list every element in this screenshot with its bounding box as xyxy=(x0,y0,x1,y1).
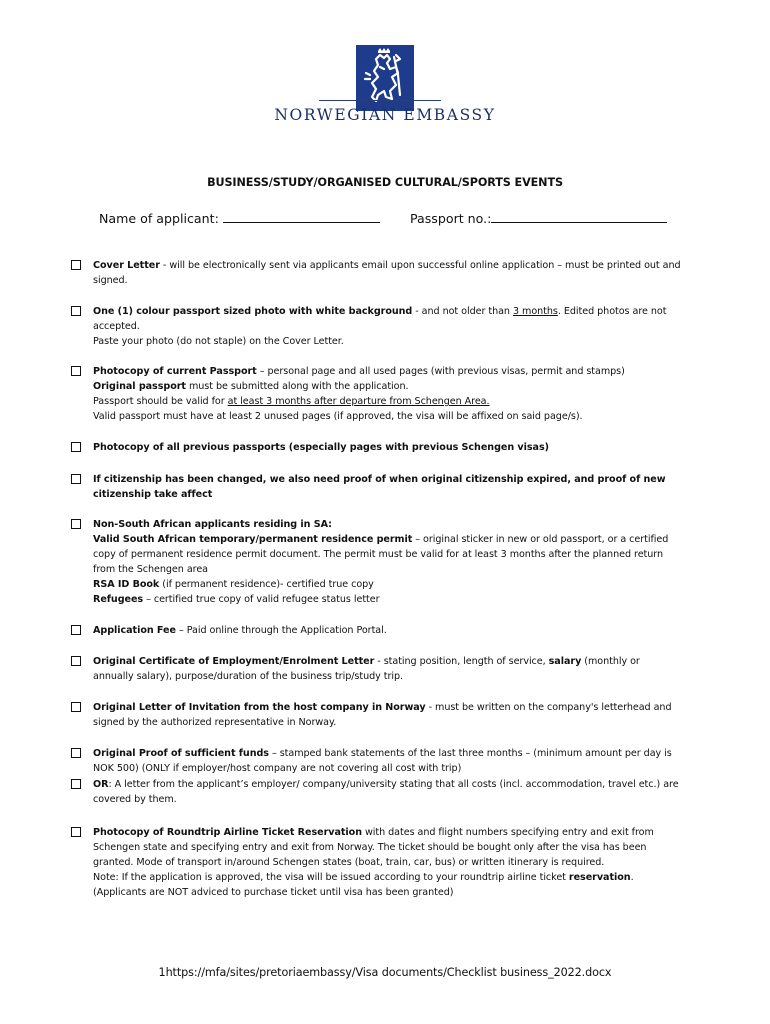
page-title: BUSINESS/STUDY/ORGANISED CULTURAL/SPORTS EVENTS xyxy=(207,176,563,189)
item-title: Photocopy of all previous passports (especially pages with previous Schengen visas) xyxy=(93,442,549,453)
checkbox[interactable] xyxy=(71,519,81,529)
item-title: Photocopy of current Passport xyxy=(93,366,257,377)
item-title: One (1) colour passport sized photo with white background xyxy=(93,306,413,317)
item-title: Cover Letter xyxy=(93,260,160,271)
item-title: If citizenship has been changed, we also need proof of when original citizenship expired, and proof of new citizenship take affect xyxy=(93,474,666,500)
item-bold: reservation xyxy=(568,872,631,883)
checkbox[interactable] xyxy=(71,748,81,758)
checkbox[interactable] xyxy=(71,827,81,837)
item-underline: 3 months xyxy=(512,306,558,317)
item-text: – certified true copy of valid refugee status letter xyxy=(143,594,380,605)
item-title: Application Fee xyxy=(93,625,176,636)
item-text: Paste your photo (do not staple) on the Cover Letter. xyxy=(93,336,344,347)
passport-number-label: Passport no.: xyxy=(410,211,492,226)
item-title: Non-South African applicants residing in SA: xyxy=(93,519,332,530)
checkbox[interactable] xyxy=(71,366,81,376)
item-text: Passport should be valid for xyxy=(93,396,228,407)
checkbox[interactable] xyxy=(71,702,81,712)
checkbox[interactable] xyxy=(71,474,81,484)
item-text: Note: If the application is approved, the visa will be issued according to your roundtrip airline ticket xyxy=(93,872,569,883)
item-text: – personal page and all used pages (with previous visas, permit and stamps) xyxy=(256,366,625,377)
applicant-name-field[interactable] xyxy=(99,209,380,226)
checkbox[interactable] xyxy=(71,656,81,666)
item-text: Valid passport must have at least 2 unused pages (if approved, the visa will be affixed on said page/s). xyxy=(93,411,583,422)
item-title: OR xyxy=(93,779,109,790)
item-title: Photocopy of Roundtrip Airline Ticket Reservation xyxy=(93,827,362,838)
lion-crest-icon xyxy=(356,45,414,111)
item-text: - will be electronically sent via applicants email upon successful online application – must be printed out and signed. xyxy=(93,260,681,286)
item-bold: RSA ID Book xyxy=(93,579,160,590)
item-bold: salary xyxy=(548,656,582,667)
item-text: with dates and flight numbers specifying entry and exit from Schengen state and specifying entry and exit from Norway. The ticket should be bought only after the visa has been granted. Mode of transport in/around Schengen states (boat, train, car, bus) or written itinerary is required. xyxy=(93,827,654,868)
item-text: (monthly or annually salary), purpose/duration of the business trip/study trip. xyxy=(93,656,640,682)
item-bold: Valid South African temporary/permanent residence permit xyxy=(93,534,413,545)
item-text: – stamped bank statements of the last three months – (minimum amount per day is NOK 500) (ONLY if employer/host company are not covering all cost with trip) xyxy=(93,748,672,774)
document-path: https://mfa/sites/pretoriaembassy/Visa documents/Checklist business_2022.docx xyxy=(165,966,612,979)
item-text: must be submitted along with the application. xyxy=(185,381,409,392)
item-text: – Paid online through the Application Portal. xyxy=(175,625,387,636)
passport-number-field[interactable] xyxy=(410,209,667,226)
checkbox[interactable] xyxy=(71,625,81,635)
page-number: 1 xyxy=(158,966,166,979)
page-footer xyxy=(0,966,770,979)
item-title: Original Proof of sufficient funds xyxy=(93,748,269,759)
item-title: Original Letter of Invitation from the host company in Norway xyxy=(93,702,426,713)
passport-number-line[interactable] xyxy=(491,209,667,223)
item-text: . (Applicants are NOT adviced to purchase ticket until visa has been granted) xyxy=(93,872,634,898)
item-text: (if permanent residence)- certified true copy xyxy=(159,579,374,590)
item-text: - must be written on the company's letterhead and signed by the authorized representative in Norway. xyxy=(93,702,672,728)
checkbox[interactable] xyxy=(71,306,81,316)
item-bold: Original passport xyxy=(93,381,186,392)
item-text: – original sticker in new or old passport, or a certified copy of permanent residence permit document. The permit must be valid for at least 3 months after the planned return from the Schengen area xyxy=(93,534,669,575)
applicant-name-label: Name of applicant: xyxy=(99,211,219,226)
item-title: Original Certificate of Employment/Enrolment Letter xyxy=(93,656,375,667)
item-bold: Refugees xyxy=(93,594,144,605)
checkbox[interactable] xyxy=(71,779,81,789)
logo-divider xyxy=(319,100,441,101)
item-text: - and not older than xyxy=(412,306,513,317)
item-text: : A letter from the applicant’s employer/ company/university stating that all costs (incl. accommodation, travel etc.) are covered by them. xyxy=(93,779,679,805)
applicant-name-line[interactable] xyxy=(223,209,380,223)
item-underline: at least 3 months after departure from Schengen Area. xyxy=(227,396,490,407)
checkbox[interactable] xyxy=(71,442,81,452)
item-text: - stating position, length of service, xyxy=(374,656,549,667)
checkbox[interactable] xyxy=(71,260,81,270)
item-text: . Edited photos are not accepted. xyxy=(93,306,667,332)
embassy-logo xyxy=(356,45,414,111)
embassy-name: NORWEGIAN EMBASSY xyxy=(274,106,496,124)
